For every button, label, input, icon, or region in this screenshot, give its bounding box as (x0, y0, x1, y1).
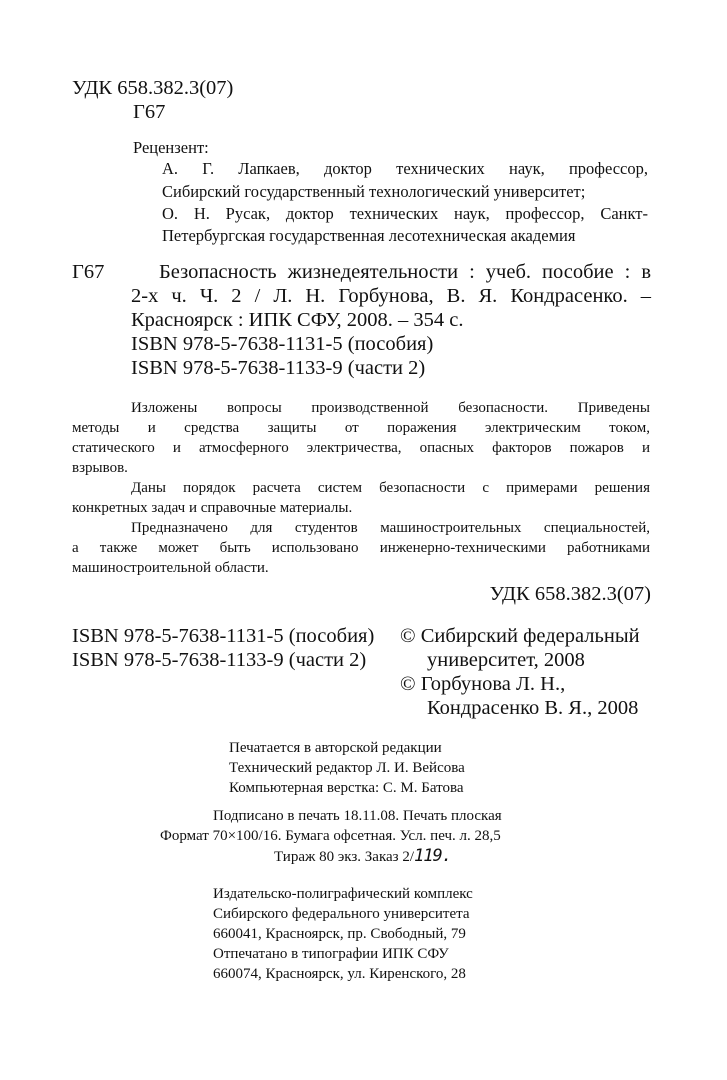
copyright-authors: © Горбунова Л. Н., (400, 673, 566, 695)
imprint-line: Компьютерная верстка: С. М. Батова (229, 780, 464, 796)
bib-line: 2-х ч. Ч. 2 / Л. Н. Горбунова, В. Я. Кондрасенко. – (131, 285, 651, 307)
reviewer-line: Петербургская государственная лесотехническая академия (162, 226, 576, 245)
bib-isbn: ISBN 978-5-7638-1133-9 (части 2) (131, 357, 426, 379)
abstract-line: машиностроительной области. (72, 560, 269, 576)
order-number-handwritten: 119. (414, 846, 451, 866)
abstract-line: взрывов. (72, 460, 128, 476)
copyright-university: © Сибирский федеральный (400, 625, 640, 647)
imprint-line: Формат 70×100/16. Бумага офсетная. Усл. печ. л. 28,5 (160, 828, 501, 844)
abstract-line: статического и атмосферного электричества, опасных факторов пожаров и (72, 440, 650, 456)
copyright-authors-year: Кондрасенко В. Я., 2008 (427, 697, 639, 719)
reviewer-line: О. Н. Русак, доктор технических наук, профессор, Санкт- (162, 204, 648, 223)
abstract-line: методы и средства защиты от поражения электрическим током, (72, 420, 650, 436)
abstract-line: Предназначено для студентов машиностроительных специальностей, (131, 520, 650, 536)
bib-code: Г67 (72, 261, 105, 283)
bib-line: Красноярск : ИПК СФУ, 2008. – 354 с. (131, 309, 464, 331)
copyright-university-year: университет, 2008 (427, 649, 585, 671)
abstract-line: а также может быть использовано инженерно-техническими работниками (72, 540, 650, 556)
imprint-line: Подписано в печать 18.11.08. Печать плоская (213, 808, 502, 824)
imprint-line: Технический редактор Л. И. Вейсова (229, 760, 465, 776)
bib-isbn: ISBN 978-5-7638-1131-5 (пособия) (131, 333, 434, 355)
udk-code: УДК 658.382.3(07) (72, 77, 234, 99)
bbk-code: Г67 (133, 101, 166, 123)
publisher-line: Издательско-полиграфический комплекс (213, 886, 473, 902)
publisher-line: Сибирского федерального университета (213, 906, 470, 922)
abstract-line: конкретных задач и справочные материалы. (72, 500, 353, 516)
abstract-line: Изложены вопросы производственной безопасности. Приведены (131, 400, 650, 416)
isbn-part: ISBN 978-5-7638-1133-9 (части 2) (72, 649, 367, 671)
imprint-run (274, 846, 451, 867)
reviewers-label: Рецензент: (133, 138, 209, 157)
publisher-line: Отпечатано в типографии ИПК СФУ (213, 946, 449, 962)
publisher-line: 660074, Красноярск, ул. Киренского, 28 (213, 966, 466, 982)
isbn-textbook: ISBN 978-5-7638-1131-5 (пособия) (72, 625, 375, 647)
publisher-line: 660041, Красноярск, пр. Свободный, 79 (213, 926, 466, 942)
abstract-line: Даны порядок расчета систем безопасности с примерами решения (131, 480, 650, 496)
reviewer-line: А. Г. Лапкаев, доктор технических наук, профессор, (162, 159, 648, 178)
imprint-line: Печатается в авторской редакции (229, 740, 442, 756)
reviewer-line: Сибирский государственный технологический университет; (162, 182, 586, 201)
udk-code-right: УДК 658.382.3(07) (489, 583, 651, 605)
imprint-run-text: Тираж 80 экз. Заказ 2/ (274, 849, 415, 865)
bib-line: Безопасность жизнедеятельности : учеб. пособие : в (159, 261, 651, 283)
